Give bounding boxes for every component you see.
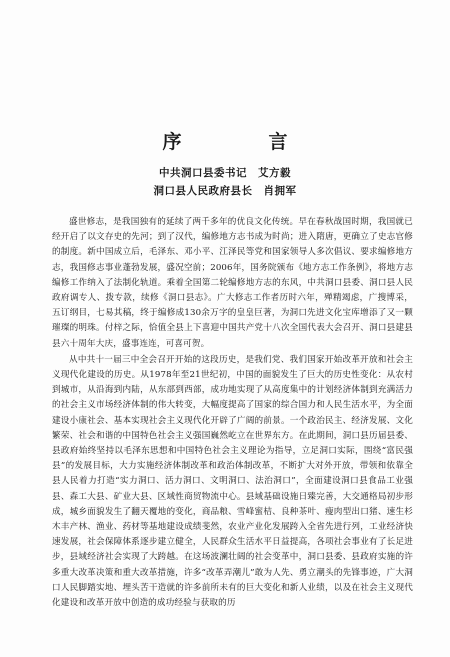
paragraph: 从中共十一届三中全会召开开始的这段历史，是我们党、我们国家开始改革开放和社会主义现代化建设的历史。从1978年至21世纪初，中国的面貌发生了巨大的历史性变化：从农村到城市，从沿海到内陆，从东部到西部，成功地实现了从高度集中的计划经济体制到充满活力的社会主义市场经济体制的伟大转变，大幅度提高了国家的综合国力和人民生活水平，为全面建设小康社会、基本实现社会主义现代化开辟了广阔的前景。一个政治民主、经济发展、文化繁荣、社会和谐的中国特色社会主义强国巍然屹立在世界东方。在此期间，洞口县历届县委、县政府始终坚持以毛泽东思想和中国特色社会主义理论为指导，立足洞口实际，围绕“富民强县”的发展目标，大力实施经济体制改革和政治体制改革，不断扩大对外开放，带领和依靠全县人民着力打造“实力洞口、活力洞口、文明洞口、法治洞口”，全面建设洞口县食品工业强县、森工大县、矿业大县、区域性商贸物流中心。县域基础设施日臻完善，大交通格局初步形成，城乡面貌发生了翻天覆地的变化，商品粮、雪峰蜜桔、良种茶叶、瘦肉型出口猪、速生杉木丰产林、渔业、药材等基地建设成绩斐然，农业产业化发展跨入全省先进行列，工业经济快速发展，社会保障体系逐步建立健全，人民群众生活水平日益提高，各项社会事业有了长足进步，县域经济社会实现了大跨越。在这场波澜壮阔的社会变革中，洞口县委、县政府实施的许多重大改革决策和重大改革措施，许多“改革弄潮儿”敢为人先、勇立潮头的先锋事迹，广大洞口人民脚踏实地、埋头苦干造就的许多前所未有的巨大变化和新人业绩，以及在社会主义现代化建设和改革开放中创造的成功经验与获取的历: [52, 354, 413, 609]
preface-body: [52, 215, 413, 612]
author-line-county-head: 洞口县人民政府县长 肖拥军: [153, 185, 297, 197]
author-line-party-secretary: 中共洞口县委书记 艾方毅: [159, 167, 291, 179]
page-title: 序 言: [162, 131, 322, 153]
paragraph: 盛世修志，是我国独有的延续了两千多年的优良文化传统。早在春秋战国时期，我国就已经开启了以文存史的先河；到了汉代，编修地方志书成为时尚；进入隋唐，更确立了史志官修的制度。新中国成立后，毛泽东、邓小平、江泽民等党和国家领导人多次倡议、要求编修地方志，我国修志事业蓬勃发展，盛况空前；2006年，国务院颁布《地方志工作条例》，将地方志编修工作纳入了法制化轨道。乘着全国第二轮编修地方志的东风，中共洞口县委、洞口县人民政府调专人、拨专款，续修《洞口县志》。广大修志工作者历时六年，殚精竭虑，广搜博采，五订纲目，七易其稿，终于编修成130余万字的皇皇巨著，为洞口先进文化宝库增添了又一颗璀璨的明珠。付梓之际，恰值全县上下喜迎中国共产党十八次全国代表大会召开、洞口县建县县六十周年大庆，盛事连连，可喜可贺。: [52, 217, 413, 349]
